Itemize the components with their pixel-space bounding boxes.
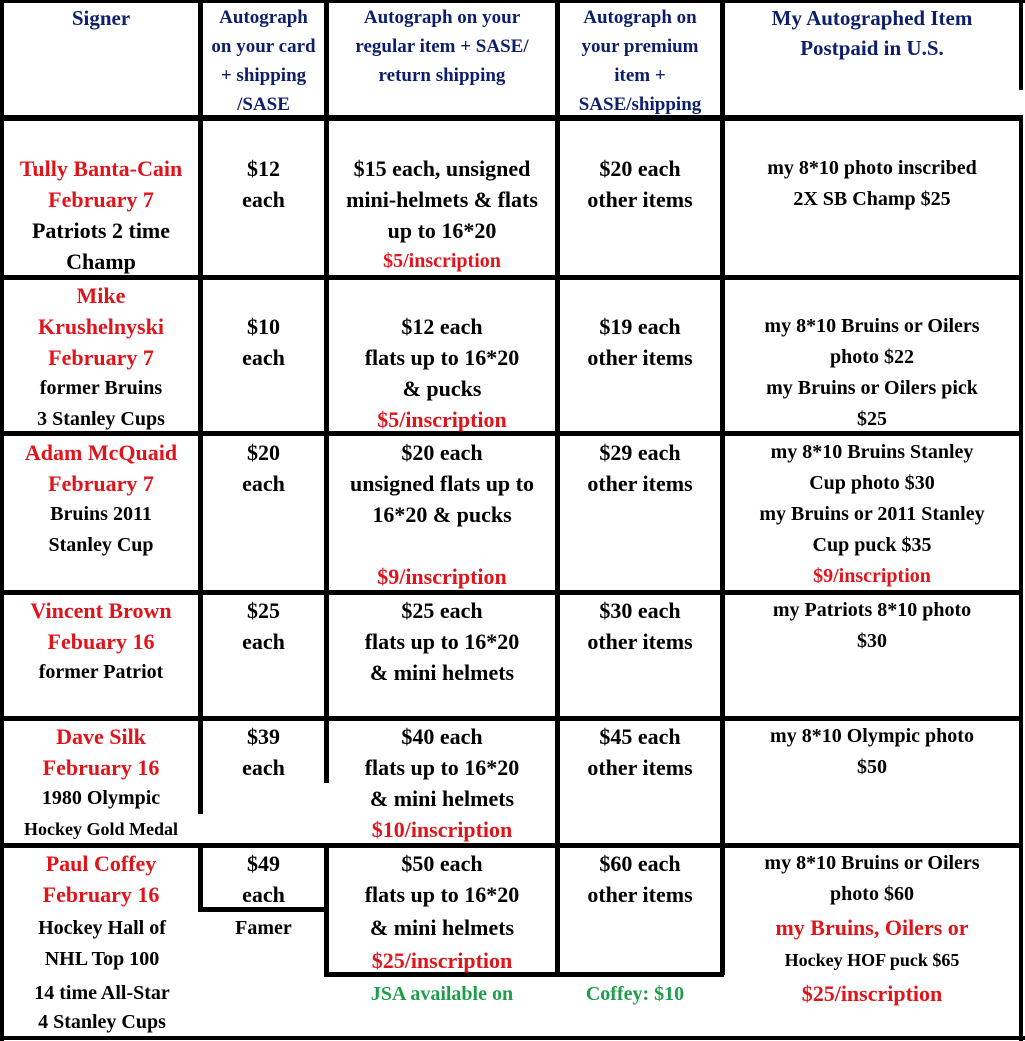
signing-date: Febuary 16	[47, 629, 155, 654]
signer-info: former Bruins	[39, 377, 163, 399]
jsa-note-price: Coffey: $10	[585, 983, 685, 1005]
card-price: $49	[247, 851, 280, 876]
signer-info: Hockey Hall of	[38, 917, 166, 939]
my-item-text: my 8*10 photo inscribed	[767, 157, 977, 179]
row3-premium	[560, 437, 720, 499]
card-price: $20	[247, 440, 280, 465]
row2-premium	[560, 311, 720, 373]
regular-text: up to 16*20	[387, 218, 497, 243]
row6-signer	[4, 848, 198, 910]
row6-regular	[329, 848, 555, 976]
row3-regular	[329, 437, 555, 592]
my-item-text: my 8*10 Bruins or Oilers	[764, 852, 980, 874]
header-text: regular item + SASE/	[355, 36, 529, 57]
row4-premium	[560, 595, 720, 657]
row3-my-item	[725, 437, 1019, 592]
card-unit: each	[242, 345, 285, 370]
row4-regular	[329, 595, 555, 688]
inscription-price: $5/inscription	[377, 407, 507, 432]
row1-my-item	[725, 153, 1019, 215]
regular-text: $15 each, unsigned	[353, 156, 531, 181]
col-divider	[198, 0, 203, 814]
header-text: Autograph on your	[363, 7, 521, 28]
premium-text: other items	[587, 629, 693, 654]
row6-card	[203, 848, 324, 910]
row4-my-item	[725, 595, 1019, 657]
signing-date: February 7	[48, 471, 154, 496]
my-item-text: Hockey HOF puck $65	[784, 950, 960, 970]
header-text: My Autographed Item	[771, 6, 973, 30]
row5-signer	[4, 721, 198, 845]
my-item-text: my Bruins or Oilers pick	[766, 377, 978, 399]
regular-text: flats up to 16*20	[364, 755, 520, 780]
signer-info: 1980 Olympic	[41, 787, 161, 809]
card-unit: each	[242, 471, 285, 496]
card-price: $39	[247, 724, 280, 749]
header-text: Autograph on	[583, 7, 697, 28]
outer-border-right	[1019, 118, 1023, 1041]
premium-price: $20 each	[599, 156, 681, 181]
signing-date: February 7	[48, 345, 154, 370]
jsa-note: JSA available on	[370, 983, 514, 1005]
row5-regular	[329, 721, 555, 845]
row5-card	[203, 721, 324, 783]
signing-date: February 7	[48, 187, 154, 212]
signer-info: Champ	[66, 249, 136, 274]
card-unit: each	[242, 882, 285, 907]
signer-info: Patriots 2 time	[31, 218, 171, 243]
header-text: /SASE	[237, 94, 290, 115]
row3-card	[203, 437, 324, 499]
premium-price: $60 each	[599, 851, 681, 876]
row6-my-item	[725, 848, 1019, 1011]
inscription-price: $5/inscription	[383, 250, 501, 272]
row4-signer	[4, 595, 198, 688]
premium-text: other items	[587, 882, 693, 907]
regular-text: & mini helmets	[369, 786, 515, 811]
my-item-text: Cup photo $30	[809, 472, 935, 494]
inscription-price: $9/inscription	[377, 564, 507, 589]
row2-signer	[4, 280, 198, 435]
signer-info: 4 Stanley Cups	[38, 1011, 166, 1033]
card-price: $12	[247, 156, 280, 181]
row5-my-item	[725, 721, 1019, 783]
regular-text: & pucks	[402, 376, 482, 401]
inscription-price: $25/inscription	[801, 981, 943, 1006]
row1-card	[203, 153, 324, 215]
signer-info: Hockey Gold Medal	[24, 819, 178, 839]
signer-info: 14 time All-Star	[34, 982, 170, 1004]
premium-text: other items	[587, 345, 693, 370]
signer-info: former Patriot	[38, 661, 164, 683]
signer-info: NHL Top 100	[44, 948, 160, 970]
header-signer	[4, 3, 198, 115]
my-item-text: my 8*10 Bruins or Oilers	[764, 315, 980, 337]
my-item-text: my Bruins, Oilers or	[775, 915, 969, 940]
header-premium	[560, 3, 720, 115]
my-item-text: $25	[857, 408, 887, 430]
signer-name: Krushelnyski	[38, 314, 164, 339]
header-signer-label: Signer	[71, 6, 131, 30]
signer-name: Vincent Brown	[30, 598, 172, 623]
regular-text: $12 each	[401, 314, 483, 339]
row6-premium	[560, 848, 720, 910]
regular-text: $25 each	[401, 598, 483, 623]
signer-info: Stanley Cup	[48, 534, 154, 556]
card-price: $25	[247, 598, 280, 623]
signing-date: February 16	[42, 882, 160, 907]
signer-name: Adam McQuaid	[24, 440, 178, 465]
my-item-text: $30	[857, 630, 887, 652]
row5-premium	[560, 721, 720, 783]
my-item-text: my 8*10 Bruins Stanley	[770, 441, 974, 463]
signer-name: Dave Silk	[56, 724, 146, 749]
header-text: Postpaid in U.S.	[800, 36, 944, 60]
premium-price: $30 each	[599, 598, 681, 623]
regular-text: unsigned flats up to	[349, 471, 534, 496]
row2-my-item	[725, 311, 1019, 435]
regular-text: $20 each	[401, 440, 483, 465]
regular-text: mini-helmets & flats	[346, 187, 538, 212]
row4-card	[203, 595, 324, 657]
my-item-text: photo $60	[830, 883, 914, 905]
signing-date: February 16	[42, 755, 160, 780]
header-text: Autograph	[219, 7, 308, 28]
inscription-price: $25/inscription	[371, 948, 513, 973]
header-my-item	[725, 3, 1019, 115]
card-price: $10	[247, 314, 280, 339]
header-text: SASE/shipping	[578, 94, 702, 115]
header-text: return shipping	[378, 65, 506, 86]
signer-name: Paul Coffey	[45, 851, 157, 876]
signer-info-overflow: Famer	[235, 917, 292, 939]
my-item-text: my 8*10 Olympic photo	[770, 725, 974, 747]
card-unit: each	[242, 187, 285, 212]
my-item-text: photo $22	[830, 346, 914, 368]
row1-signer	[4, 153, 198, 277]
signer-info: Bruins 2011	[50, 503, 152, 525]
header-divider	[0, 115, 1023, 121]
premium-text: other items	[587, 471, 693, 496]
my-item-text: 2X SB Champ $25	[793, 188, 951, 210]
my-item-text: Cup puck $35	[812, 534, 932, 556]
header-text: + shipping	[220, 65, 307, 86]
row2-card	[203, 311, 324, 373]
signer-info: 3 Stanley Cups	[37, 408, 165, 430]
premium-text: other items	[587, 187, 693, 212]
inscription-price: $9/inscription	[813, 565, 931, 587]
regular-text: 16*20 & pucks	[372, 502, 512, 527]
regular-text: flats up to 16*20	[364, 345, 520, 370]
regular-text: $50 each	[401, 851, 483, 876]
card-unit: each	[242, 755, 285, 780]
premium-price: $45 each	[599, 724, 681, 749]
header-text: on your card	[211, 36, 316, 57]
my-item-text: my Patriots 8*10 photo	[772, 599, 972, 621]
regular-text: flats up to 16*20	[364, 629, 520, 654]
regular-text: $40 each	[401, 724, 483, 749]
header-regular	[329, 3, 555, 115]
premium-text: other items	[587, 755, 693, 780]
my-item-text: my Bruins or 2011 Stanley	[759, 503, 985, 525]
row2-regular	[329, 311, 555, 435]
signer-name: Mike	[76, 283, 126, 308]
regular-text: flats up to 16*20	[364, 882, 520, 907]
row3-signer	[4, 437, 198, 561]
my-item-text: $50	[857, 756, 887, 778]
row1-premium	[560, 153, 720, 215]
premium-price: $19 each	[599, 314, 681, 339]
inscription-price: $10/inscription	[371, 817, 513, 842]
regular-text: & mini helmets	[369, 660, 515, 685]
header-text: item +	[614, 65, 666, 86]
premium-price: $29 each	[599, 440, 681, 465]
header-text: your premium	[581, 36, 699, 57]
row1-regular	[329, 153, 555, 277]
card-unit: each	[242, 629, 285, 654]
signer-name: Tully Banta-Cain	[19, 156, 183, 181]
outer-border-right-top	[1019, 0, 1023, 90]
header-card	[203, 3, 324, 115]
regular-text: & mini helmets	[369, 915, 515, 940]
